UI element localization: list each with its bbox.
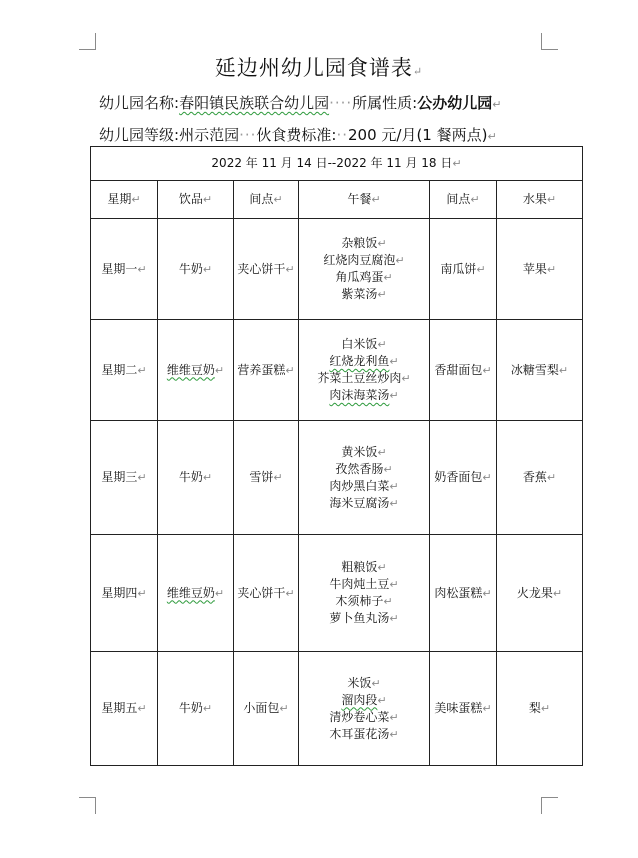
dish-text: 芥菜土豆丝炒肉 xyxy=(317,371,402,385)
header-cell xyxy=(234,181,299,219)
paragraph-mark: ↵ xyxy=(285,586,295,600)
lunch-dish xyxy=(299,593,429,610)
header-drink: 饮品 xyxy=(178,192,203,206)
paragraph-mark: ↵ xyxy=(202,193,213,206)
header-lunch: 午餐 xyxy=(347,192,372,206)
dish-text: 海米豆腐汤 xyxy=(329,495,390,510)
snack-cell xyxy=(234,320,299,421)
crop-mark-bottom-right xyxy=(541,797,558,814)
table-row xyxy=(91,652,583,766)
document-title xyxy=(0,54,638,86)
header-snack-2: 间点 xyxy=(446,192,471,206)
lunch-dish xyxy=(299,726,429,743)
day-cell xyxy=(91,535,158,652)
day-label: 星期五 xyxy=(101,701,138,715)
dish-text: 牛肉炖土豆 xyxy=(329,577,390,591)
paragraph-mark: ↵ xyxy=(389,389,399,402)
header-cell xyxy=(430,181,497,219)
paragraph-mark: ↵ xyxy=(137,702,147,715)
header-cell xyxy=(299,181,430,219)
fruit-value: 火龙果 xyxy=(516,585,553,600)
separator-dots: ·· xyxy=(336,126,348,144)
paragraph-mark: ↵ xyxy=(558,363,569,377)
paragraph-mark: ↵ xyxy=(377,693,387,707)
snack-cell xyxy=(430,219,497,320)
fruit-cell xyxy=(497,421,583,535)
crop-mark-top-left xyxy=(79,33,96,50)
lunch-dish xyxy=(299,353,429,370)
paragraph-mark: ↵ xyxy=(540,702,551,715)
fruit-cell xyxy=(497,535,583,652)
paragraph-mark: ↵ xyxy=(279,702,289,715)
snack-value: 南瓜饼 xyxy=(440,261,477,276)
paragraph-mark: ↵ xyxy=(273,193,283,206)
paragraph-mark: ↵ xyxy=(389,479,399,493)
drink-cell xyxy=(158,421,234,535)
fruit-value: 香蕉 xyxy=(522,470,547,484)
lunch-cell xyxy=(299,535,430,652)
paragraph-mark: ↵ xyxy=(552,586,563,600)
lunch-dish xyxy=(299,370,429,387)
day-cell xyxy=(91,652,158,766)
paragraph-mark: ↵ xyxy=(546,262,557,276)
dish-text: 红烧肉豆腐泡 xyxy=(323,253,396,267)
fee-label: 伙食费标准: xyxy=(256,126,337,144)
date-row xyxy=(91,147,583,181)
paragraph-mark: ↵ xyxy=(137,363,147,377)
snack-value: 夹心饼干 xyxy=(237,261,286,276)
paragraph-mark: ↵ xyxy=(470,193,480,206)
snack-cell xyxy=(430,535,497,652)
dish-text: 粗粮饭 xyxy=(341,560,378,574)
header-cell xyxy=(158,181,234,219)
paragraph-mark: ↵ xyxy=(137,262,147,276)
paragraph-mark: ↵ xyxy=(371,193,381,206)
paragraph-mark: ↵ xyxy=(285,363,295,377)
snack-value: 香甜面包 xyxy=(434,362,483,377)
dish-text: 角瓜鸡蛋 xyxy=(335,270,384,284)
dish-text: 溜肉段 xyxy=(341,692,378,707)
lunch-dish xyxy=(299,461,429,478)
separator-dots: ··· xyxy=(239,126,257,144)
crop-mark-top-right xyxy=(541,33,558,50)
paragraph-mark: ↵ xyxy=(482,363,492,377)
lunch-dish xyxy=(299,559,429,576)
paragraph-mark: ↵ xyxy=(202,262,213,276)
snack-cell xyxy=(234,421,299,535)
day-label: 星期二 xyxy=(101,362,138,377)
snack-cell xyxy=(430,421,497,535)
snack-cell xyxy=(430,320,497,421)
lunch-dish xyxy=(299,336,429,353)
lunch-cell xyxy=(299,320,430,421)
lunch-dish xyxy=(299,387,429,404)
lunch-dish xyxy=(299,286,429,303)
paragraph-mark: ↵ xyxy=(389,355,399,368)
paragraph-mark: ↵ xyxy=(395,254,405,267)
dish-text: 孜然香肠 xyxy=(335,461,384,476)
drink-value: 牛奶 xyxy=(178,701,203,715)
fruit-cell xyxy=(497,652,583,766)
paragraph-mark: ↵ xyxy=(285,262,295,276)
paragraph-mark: ↵ xyxy=(377,288,387,301)
paragraph-mark: ↵ xyxy=(482,702,492,715)
fruit-value: 冰糖雪梨 xyxy=(510,362,559,377)
dish-text: 木须柿子 xyxy=(335,594,384,608)
lunch-cell xyxy=(299,219,430,320)
kindergarten-info-line xyxy=(99,92,501,116)
kindergarten-level-line xyxy=(99,124,497,148)
dish-text: 杂粮饭 xyxy=(341,236,378,250)
dish-text: 红烧龙利鱼 xyxy=(329,354,390,368)
date-range xyxy=(91,147,583,181)
level-value: 州示范园 xyxy=(179,126,240,144)
lunch-dish xyxy=(299,610,429,627)
paragraph-mark: ↵ xyxy=(377,237,387,250)
crop-mark-bottom-left xyxy=(79,797,96,814)
table-row xyxy=(91,219,583,320)
dish-text: 白米饭 xyxy=(341,337,378,351)
paragraph-mark: ↵ xyxy=(401,372,411,385)
drink-value: 维维豆奶 xyxy=(166,585,215,600)
drink-value: 维维豆奶 xyxy=(166,362,215,377)
paragraph-mark: ↵ xyxy=(214,586,225,600)
dish-text: 木耳蛋花汤 xyxy=(329,726,390,741)
snack-value: 营养蛋糕 xyxy=(237,362,286,377)
paragraph-mark: ↵ xyxy=(377,561,387,574)
day-label: 星期一 xyxy=(101,261,138,276)
drink-cell xyxy=(158,535,234,652)
paragraph-mark: ↵ xyxy=(214,363,225,377)
paragraph-mark: ↵ xyxy=(389,710,399,724)
day-cell xyxy=(91,421,158,535)
dish-text: 清炒卷心菜 xyxy=(329,709,390,724)
title-text: 延边州幼儿园食谱表 xyxy=(214,56,413,80)
paragraph-mark: ↵ xyxy=(546,193,557,206)
snack-value: 肉松蛋糕 xyxy=(434,585,483,600)
snack-value: 夹心饼干 xyxy=(237,585,286,600)
table-row xyxy=(91,535,583,652)
header-cell xyxy=(497,181,583,219)
lunch-cell xyxy=(299,652,430,766)
table-row xyxy=(91,320,583,421)
header-cell xyxy=(91,181,158,219)
paragraph-mark: ↵ xyxy=(377,445,387,459)
paragraph-mark: ↵ xyxy=(546,471,557,484)
header-day: 星期 xyxy=(107,192,132,206)
snack-cell xyxy=(234,219,299,320)
menu-table xyxy=(90,146,583,766)
date-range-text: 2022 年 11 月 14 日--2022 年 11 月 18 日 xyxy=(211,156,453,170)
drink-cell xyxy=(158,320,234,421)
dish-text: 萝卜鱼丸汤 xyxy=(329,611,390,625)
paragraph-mark: ↵ xyxy=(377,338,387,351)
lunch-dish xyxy=(299,675,429,692)
snack-value: 小面包 xyxy=(243,701,280,715)
paragraph-mark: ↵ xyxy=(389,578,399,591)
paragraph-mark: ↵ xyxy=(202,702,213,715)
paragraph-mark: ↵ xyxy=(389,612,399,625)
paragraph-mark: ↵ xyxy=(482,586,492,600)
paragraph-mark: ↵ xyxy=(487,130,497,143)
snack-cell xyxy=(234,652,299,766)
paragraph-mark: ↵ xyxy=(482,471,492,484)
paragraph-mark: ↵ xyxy=(476,262,486,276)
drink-value: 牛奶 xyxy=(178,261,203,276)
drink-cell xyxy=(158,219,234,320)
lunch-dish xyxy=(299,478,429,495)
dish-text: 肉沫海菜汤 xyxy=(329,388,390,402)
day-cell xyxy=(91,320,158,421)
snack-cell xyxy=(234,535,299,652)
lunch-dish xyxy=(299,269,429,286)
drink-cell xyxy=(158,652,234,766)
name-label: 幼儿园名称: xyxy=(99,94,180,112)
fruit-cell xyxy=(497,320,583,421)
paragraph-mark: ↵ xyxy=(137,586,147,600)
fruit-value: 梨 xyxy=(528,701,541,715)
dish-text: 肉炒黑白菜 xyxy=(329,478,390,493)
paragraph-mark: ↵ xyxy=(383,271,393,284)
nature-label: 所属性质: xyxy=(352,94,418,112)
lunch-dish xyxy=(299,709,429,726)
paragraph-mark: ↵ xyxy=(389,496,399,510)
header-row xyxy=(91,181,583,219)
paragraph-mark: ↵ xyxy=(371,676,381,690)
header-snack-1: 间点 xyxy=(249,192,274,206)
snack-cell xyxy=(430,652,497,766)
paragraph-mark: ↵ xyxy=(137,471,147,484)
kindergarten-name: 春阳镇民族联合幼儿园 xyxy=(179,94,330,112)
drink-value: 牛奶 xyxy=(178,470,203,484)
lunch-dish xyxy=(299,444,429,461)
day-cell xyxy=(91,219,158,320)
paragraph-mark: ↵ xyxy=(383,462,393,476)
fee-value: 200 元/月(1 餐两点) xyxy=(348,126,488,144)
paragraph-mark: ↵ xyxy=(492,98,502,111)
lunch-dish xyxy=(299,576,429,593)
dish-text: 黄米饭 xyxy=(341,444,378,459)
lunch-dish xyxy=(299,235,429,252)
paragraph-mark: ↵ xyxy=(131,193,141,206)
snack-value: 雪饼 xyxy=(249,470,274,484)
level-label: 幼儿园等级: xyxy=(99,126,180,144)
snack-value: 美味蛋糕 xyxy=(434,701,483,715)
header-fruit: 水果 xyxy=(522,192,547,206)
paragraph-mark: ↵ xyxy=(452,157,462,170)
fruit-value: 苹果 xyxy=(522,261,547,276)
day-label: 星期四 xyxy=(101,585,138,600)
table-row xyxy=(91,421,583,535)
dish-text: 紫菜汤 xyxy=(341,287,378,301)
nature-value: 公办幼儿园 xyxy=(417,94,493,112)
lunch-dish xyxy=(299,252,429,269)
lunch-dish xyxy=(299,495,429,512)
snack-value: 奶香面包 xyxy=(434,470,483,484)
separator-dots: ···· xyxy=(329,94,353,112)
paragraph-mark: ↵ xyxy=(273,471,283,484)
paragraph-mark: ↵ xyxy=(383,595,393,608)
lunch-cell xyxy=(299,421,430,535)
paragraph-mark: ↵ xyxy=(412,65,424,78)
fruit-cell xyxy=(497,219,583,320)
lunch-dish xyxy=(299,692,429,709)
paragraph-mark: ↵ xyxy=(389,727,399,741)
dish-text: 米饭 xyxy=(347,675,372,690)
day-label: 星期三 xyxy=(101,470,138,484)
paragraph-mark: ↵ xyxy=(202,471,213,484)
